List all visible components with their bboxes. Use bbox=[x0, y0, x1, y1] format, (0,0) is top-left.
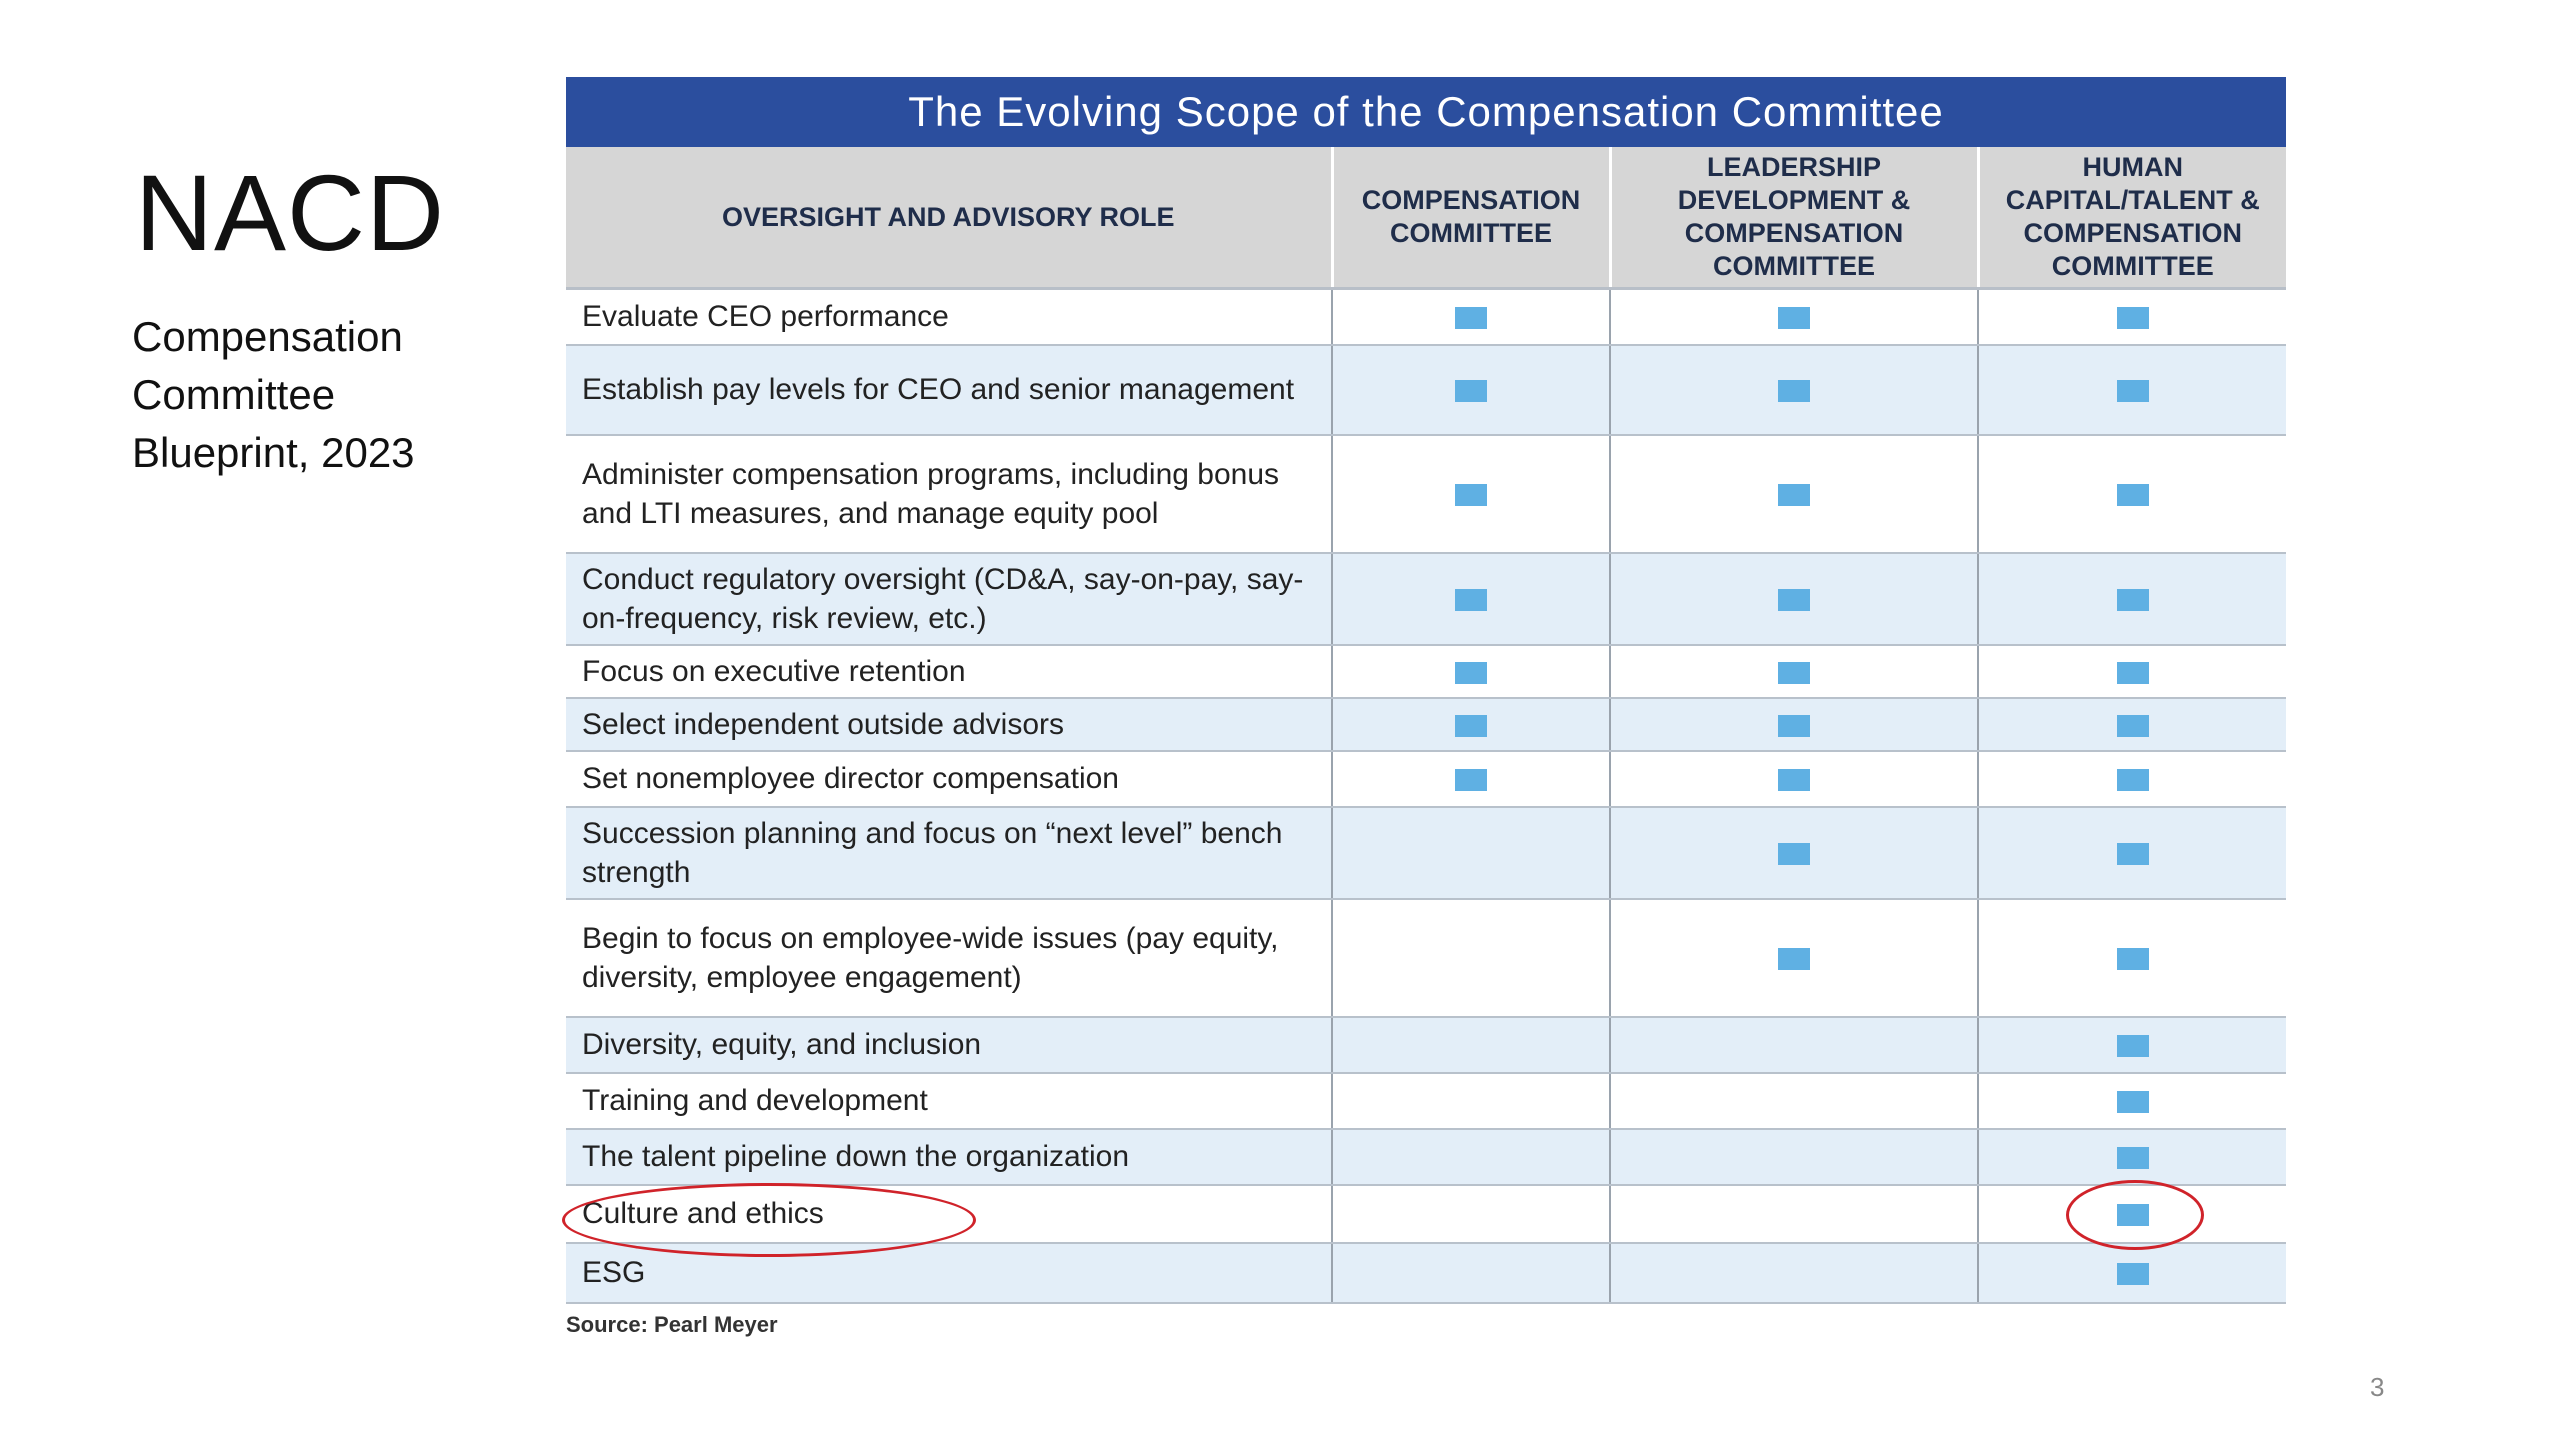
check-square-icon bbox=[1778, 307, 1810, 329]
mark-cell bbox=[1332, 345, 1610, 435]
mark-cell bbox=[1978, 698, 2286, 751]
mark-cell bbox=[1978, 1017, 2286, 1073]
check-square-icon bbox=[1455, 380, 1487, 402]
check-square-icon bbox=[1455, 484, 1487, 506]
slide-subtitle bbox=[132, 308, 492, 482]
scope-table-figure bbox=[566, 77, 2286, 1338]
table-row bbox=[566, 1243, 2286, 1303]
table-row bbox=[566, 435, 2286, 553]
mark-cell bbox=[1978, 553, 2286, 645]
check-square-icon bbox=[2117, 1204, 2149, 1226]
mark-cell bbox=[1332, 289, 1610, 345]
mark-cell bbox=[1332, 698, 1610, 751]
mark-cell bbox=[1610, 645, 1978, 698]
subtitle-line: Committee bbox=[132, 371, 336, 418]
role-cell: Select independent outside advisors bbox=[566, 698, 1332, 751]
header-oversight-role: OVERSIGHT AND ADVISORY ROLE bbox=[566, 147, 1332, 289]
mark-cell bbox=[1332, 1017, 1610, 1073]
table-row bbox=[566, 698, 2286, 751]
table-row bbox=[566, 1017, 2286, 1073]
table-row bbox=[566, 645, 2286, 698]
role-cell: Training and development bbox=[566, 1073, 1332, 1129]
role-cell: Diversity, equity, and inclusion bbox=[566, 1017, 1332, 1073]
slide-title: NACD bbox=[135, 152, 446, 273]
check-square-icon bbox=[1778, 843, 1810, 865]
check-square-icon bbox=[2117, 843, 2149, 865]
mark-cell bbox=[1610, 1129, 1978, 1185]
mark-cell bbox=[1610, 1243, 1978, 1303]
check-square-icon bbox=[1778, 662, 1810, 684]
role-cell: Conduct regulatory oversight (CD&A, say-on-pay, say-on-frequency, risk review, etc.) bbox=[566, 553, 1332, 645]
check-square-icon bbox=[2117, 1035, 2149, 1057]
mark-cell bbox=[1978, 435, 2286, 553]
mark-cell bbox=[1610, 899, 1978, 1017]
check-square-icon bbox=[2117, 715, 2149, 737]
subtitle-line: Blueprint, 2023 bbox=[132, 429, 415, 476]
mark-cell bbox=[1978, 1185, 2286, 1243]
mark-cell bbox=[1332, 435, 1610, 553]
table-header-row bbox=[566, 147, 2286, 289]
mark-cell bbox=[1332, 1185, 1610, 1243]
mark-cell bbox=[1610, 1185, 1978, 1243]
table-row bbox=[566, 1185, 2286, 1243]
check-square-icon bbox=[1455, 769, 1487, 791]
role-cell: Focus on executive retention bbox=[566, 645, 1332, 698]
check-square-icon bbox=[2117, 589, 2149, 611]
table-body bbox=[566, 289, 2286, 1303]
check-square-icon bbox=[1778, 948, 1810, 970]
mark-cell bbox=[1610, 1017, 1978, 1073]
role-cell: Evaluate CEO performance bbox=[566, 289, 1332, 345]
mark-cell bbox=[1978, 1073, 2286, 1129]
mark-cell bbox=[1332, 899, 1610, 1017]
role-cell: Succession planning and focus on “next level” bench strength bbox=[566, 807, 1332, 899]
source-note: Source: Pearl Meyer bbox=[566, 1311, 778, 1337]
check-square-icon bbox=[1778, 484, 1810, 506]
check-square-icon bbox=[1455, 715, 1487, 737]
mark-cell bbox=[1978, 1243, 2286, 1303]
role-cell: Culture and ethics bbox=[566, 1185, 1332, 1243]
mark-cell bbox=[1978, 899, 2286, 1017]
check-square-icon bbox=[2117, 307, 2149, 329]
mark-cell bbox=[1978, 345, 2286, 435]
scope-table bbox=[566, 147, 2286, 1304]
check-square-icon bbox=[2117, 1263, 2149, 1285]
table-row bbox=[566, 807, 2286, 899]
role-cell: Establish pay levels for CEO and senior management bbox=[566, 345, 1332, 435]
mark-cell bbox=[1978, 1129, 2286, 1185]
mark-cell bbox=[1978, 751, 2286, 807]
check-square-icon bbox=[2117, 769, 2149, 791]
mark-cell bbox=[1978, 807, 2286, 899]
mark-cell bbox=[1332, 645, 1610, 698]
role-cell: The talent pipeline down the organization bbox=[566, 1129, 1332, 1185]
mark-cell bbox=[1610, 435, 1978, 553]
check-square-icon bbox=[1455, 589, 1487, 611]
mark-cell bbox=[1332, 1073, 1610, 1129]
check-square-icon bbox=[1778, 769, 1810, 791]
check-square-icon bbox=[1455, 662, 1487, 684]
page-number: 3 bbox=[2370, 1372, 2385, 1402]
check-square-icon bbox=[2117, 1147, 2149, 1169]
mark-cell bbox=[1332, 553, 1610, 645]
table-row bbox=[566, 289, 2286, 345]
mark-cell bbox=[1978, 645, 2286, 698]
header-leadership-committee: LEADERSHIP DEVELOPMENT & COMPENSATION COMMITTEE bbox=[1610, 147, 1978, 289]
check-square-icon bbox=[1778, 715, 1810, 737]
mark-cell bbox=[1332, 751, 1610, 807]
check-square-icon bbox=[2117, 1091, 2149, 1113]
mark-cell bbox=[1978, 289, 2286, 345]
table-row bbox=[566, 345, 2286, 435]
check-square-icon bbox=[1778, 589, 1810, 611]
role-cell: ESG bbox=[566, 1243, 1332, 1303]
mark-cell bbox=[1610, 751, 1978, 807]
mark-cell bbox=[1332, 1243, 1610, 1303]
table-row bbox=[566, 553, 2286, 645]
mark-cell bbox=[1332, 1129, 1610, 1185]
table-row bbox=[566, 1129, 2286, 1185]
role-cell: Begin to focus on employee-wide issues (pay equity, diversity, employee engagement) bbox=[566, 899, 1332, 1017]
mark-cell bbox=[1610, 289, 1978, 345]
check-square-icon bbox=[2117, 380, 2149, 402]
role-cell: Set nonemployee director compensation bbox=[566, 751, 1332, 807]
table-title: The Evolving Scope of the Compensation Committee bbox=[566, 77, 2286, 147]
subtitle-line: Compensation bbox=[132, 313, 403, 360]
table-row bbox=[566, 1073, 2286, 1129]
check-square-icon bbox=[2117, 662, 2149, 684]
check-square-icon bbox=[2117, 484, 2149, 506]
header-compensation-committee: COMPENSATION COMMITTEE bbox=[1332, 147, 1610, 289]
check-square-icon bbox=[1455, 307, 1487, 329]
mark-cell bbox=[1610, 553, 1978, 645]
role-cell: Administer compensation programs, including bonus and LTI measures, and manage equity pool bbox=[566, 435, 1332, 553]
table-row bbox=[566, 751, 2286, 807]
mark-cell bbox=[1610, 1073, 1978, 1129]
mark-cell bbox=[1332, 807, 1610, 899]
mark-cell bbox=[1610, 698, 1978, 751]
check-square-icon bbox=[1778, 380, 1810, 402]
check-square-icon bbox=[2117, 948, 2149, 970]
table-row bbox=[566, 899, 2286, 1017]
mark-cell bbox=[1610, 345, 1978, 435]
mark-cell bbox=[1610, 807, 1978, 899]
header-human-capital-committee: HUMAN CAPITAL/TALENT & COMPENSATION COMMITTEE bbox=[1978, 147, 2286, 289]
